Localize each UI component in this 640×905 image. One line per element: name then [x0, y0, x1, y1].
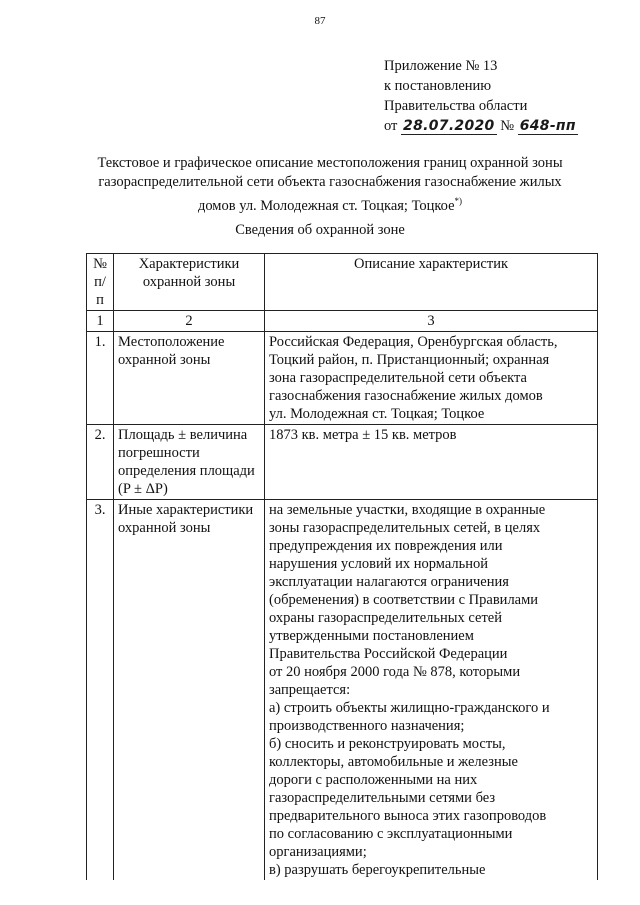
title-line-3: домов ул. Молодежная ст. Тоцкая; Тоцкое: [197, 197, 455, 214]
appendix-line-2: к постановлению: [384, 78, 492, 94]
row-number: 2.: [87, 425, 114, 500]
handwritten-date: 28.07.2020: [403, 118, 495, 134]
handwritten-number: 648-пп: [519, 118, 576, 134]
appendix-line-1: Приложение № 13: [384, 58, 498, 74]
row-characteristic: Местоположение охранной зоны: [114, 332, 265, 425]
row-characteristic: Площадь ± величина погрешности определения площади (P ± ΔP): [114, 425, 265, 500]
table-header-row: [87, 254, 598, 311]
header-number: № п/п: [87, 254, 114, 311]
column-number-row: [87, 311, 598, 332]
appendix-line-3: Правительства области: [384, 98, 528, 114]
row-number: 1.: [87, 332, 114, 425]
title-line-2: газораспределительной сети объекта газоснабжения газоснабжение жилых: [98, 174, 562, 190]
page-number: 87: [314, 15, 326, 27]
column-number-1: 1: [87, 311, 114, 332]
appendix-block: [384, 56, 578, 136]
row-number: 3.: [87, 500, 114, 881]
row-description: 1873 кв. метра ± 15 кв. метров: [265, 425, 598, 500]
row-characteristic: Иные характеристики охранной зоны: [114, 500, 265, 881]
footnote-mark: *): [454, 196, 463, 206]
row-description: на земельные участки, входящие в охранные зоны газораспределительных сетей, в целях предупреждения их повреждения или нарушения условий их нормальной эксплуатации налагаются ограничения (обременения) в соответствии с Правилами охраны газораспределительных сетей утвержденными постановлением Правительства Российской Федерации от 20 ноября 2000 года № 878, которыми запрещается: а) строить объекты жилищно-гражданского и производственного назначения; б) сносить и реконструировать мосты, коллекторы, автомобильные и железные дороги с расположенными на них газораспределительными сетями без предварительного выноса этих газопроводов по согласованию с эксплуатационными организациями; в) разрушать берегоукрепительные: [265, 500, 598, 881]
header-characteristic: Характеристики охранной зоны: [114, 254, 265, 311]
title-line-3-wrap: [60, 192, 600, 216]
protection-zone-table: [86, 253, 598, 880]
from-prefix: от: [384, 118, 398, 134]
number-sign: №: [500, 118, 515, 134]
table-row: [87, 332, 598, 425]
document-title: [60, 154, 600, 216]
table-row: [87, 425, 598, 500]
title-line-1: Текстовое и графическое описание местоположения границ охранной зоны: [97, 155, 563, 171]
section-title: Сведения об охранной зоне: [235, 222, 405, 238]
row-description: Российская Федерация, Оренбургская область, Тоцкий район, п. Пристанционный; охранная зона газораспределительной сети объекта газоснабжения газоснабжение жилых домов ул. Молодежная ст. Тоцкая; Тоцкое: [265, 332, 598, 425]
appendix-date-line: [384, 116, 578, 136]
column-number-2: 2: [114, 311, 265, 332]
column-number-3: 3: [265, 311, 598, 332]
header-description: Описание характеристик: [265, 254, 598, 311]
table-row: [87, 500, 598, 881]
